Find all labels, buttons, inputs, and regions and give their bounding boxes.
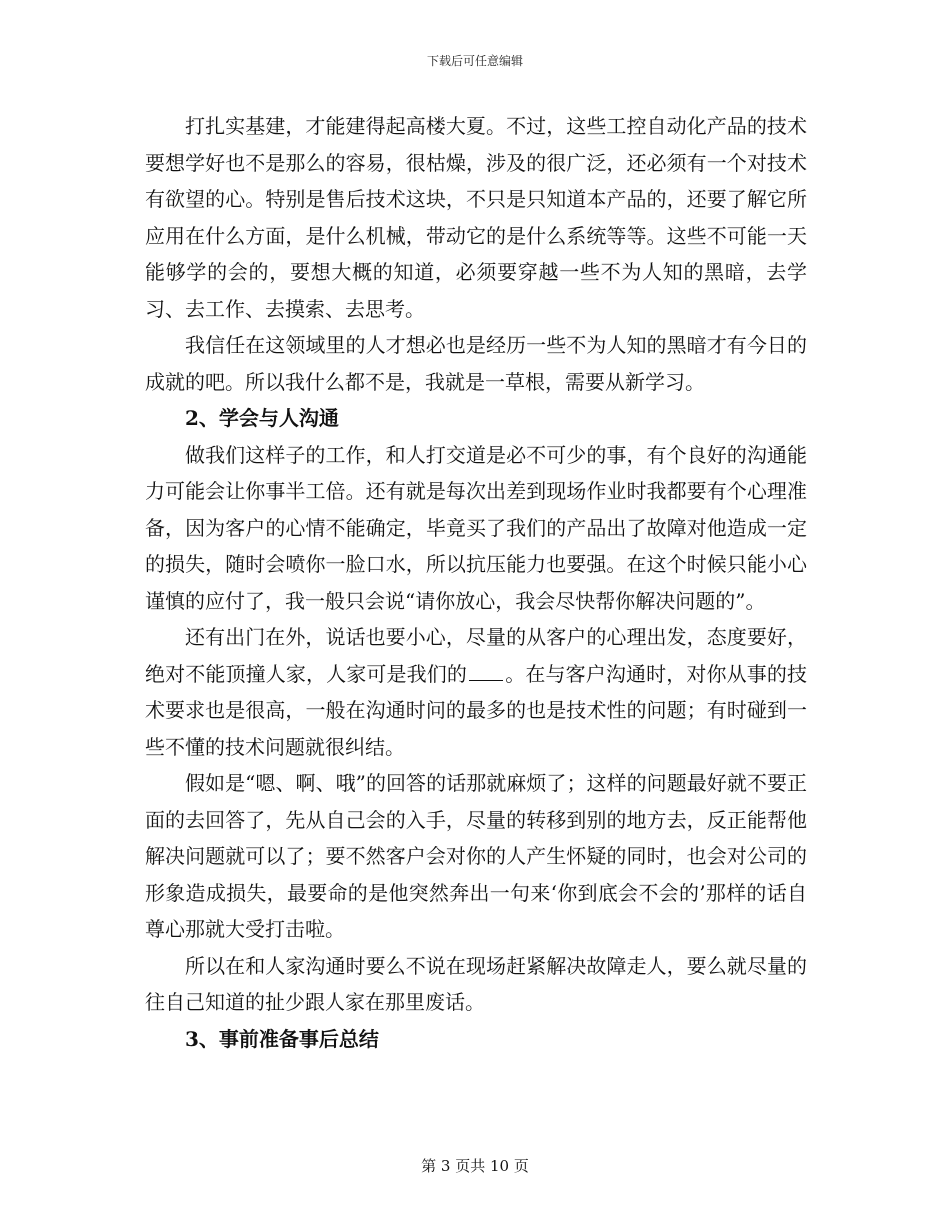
section-heading: 2、学会与人沟通 [185,406,339,430]
paragraph-text: 。在与客户沟通时，对你从事的技术要求也是很高，一般在沟通时问的最多的也是技术性的问题；有时碰到一些不懂的技术问题就很纠结。 [145,661,808,759]
page-footer: 第 3 页共 10 页 [421,1157,529,1175]
page-header: 下载后可任意编辑 [426,54,523,68]
paragraph: 假如是“嗯、啊、哦”的回答的话那就麻烦了；这样的问题最好就不要正面的去回答了，先从自己会的入手，尽量的转移到别的地方去，反正能帮他解决问题就可以了；要不然客户会对你的人产生怀疑的同时，也会对公司的形象造成损失，最要命的是他突然奔出一句来‘你到底会不会的’那样的话自尊心那就大受打击啦。 [145,771,807,941]
document-body [145,108,807,1057]
paragraph: 我信任在这领域里的人才想必也是经历一些不为人知的黑暗才有今日的成就的吧。所以我什么都不是，我就是一草根，需要从新学习。 [145,333,807,394]
section-heading: 3、事前准备事后总结 [185,1026,379,1051]
paragraph: 打扎实基建，才能建得起高楼大夏。不过，这些工控自动化产品的技术要想学好也不是那么的容易，很枯燥，涉及的很广泛，还必须有一个对技术有欲望的心。特别是售后技术这块，不只是只知道本产品的，还要了解它所应用在什么方面，是什么机械，带动它的是什么系统等等。这些不可能一天能够学的会的，要想大概的知道，必须要穿越一些不为人知的黑暗，去学习、去工作、去摸索、去思考。 [145,114,807,321]
paragraph-text: 还有出门在外，说话也要小心，尽量的从客户的心理出发，态度要好，绝对不能顶撞人家，人家可是我们的 [145,625,807,686]
paragraph [145,619,807,765]
paragraph: 所以在和人家沟通时要么不说在现场赶紧解决故障走人，要么就尽量的往自己知道的扯少跟人家在那里废话。 [145,953,807,1014]
blank-underline [469,664,503,681]
paragraph: 做我们这样子的工作，和人打交道是必不可少的事，有个良好的沟通能力可能会让你事半工倍。还有就是每次出差到现场作业时我都要有个心理准备，因为客户的心情不能确定，毕竟买了我们的产品出了故障对他造成一定的损失，随时会喷你一脸口水，所以抗压能力也要强。在这个时候只能小心谨慎的应付了，我一般只会说“请你放心，我会尽快帮你解决问题的”。 [145,442,807,613]
